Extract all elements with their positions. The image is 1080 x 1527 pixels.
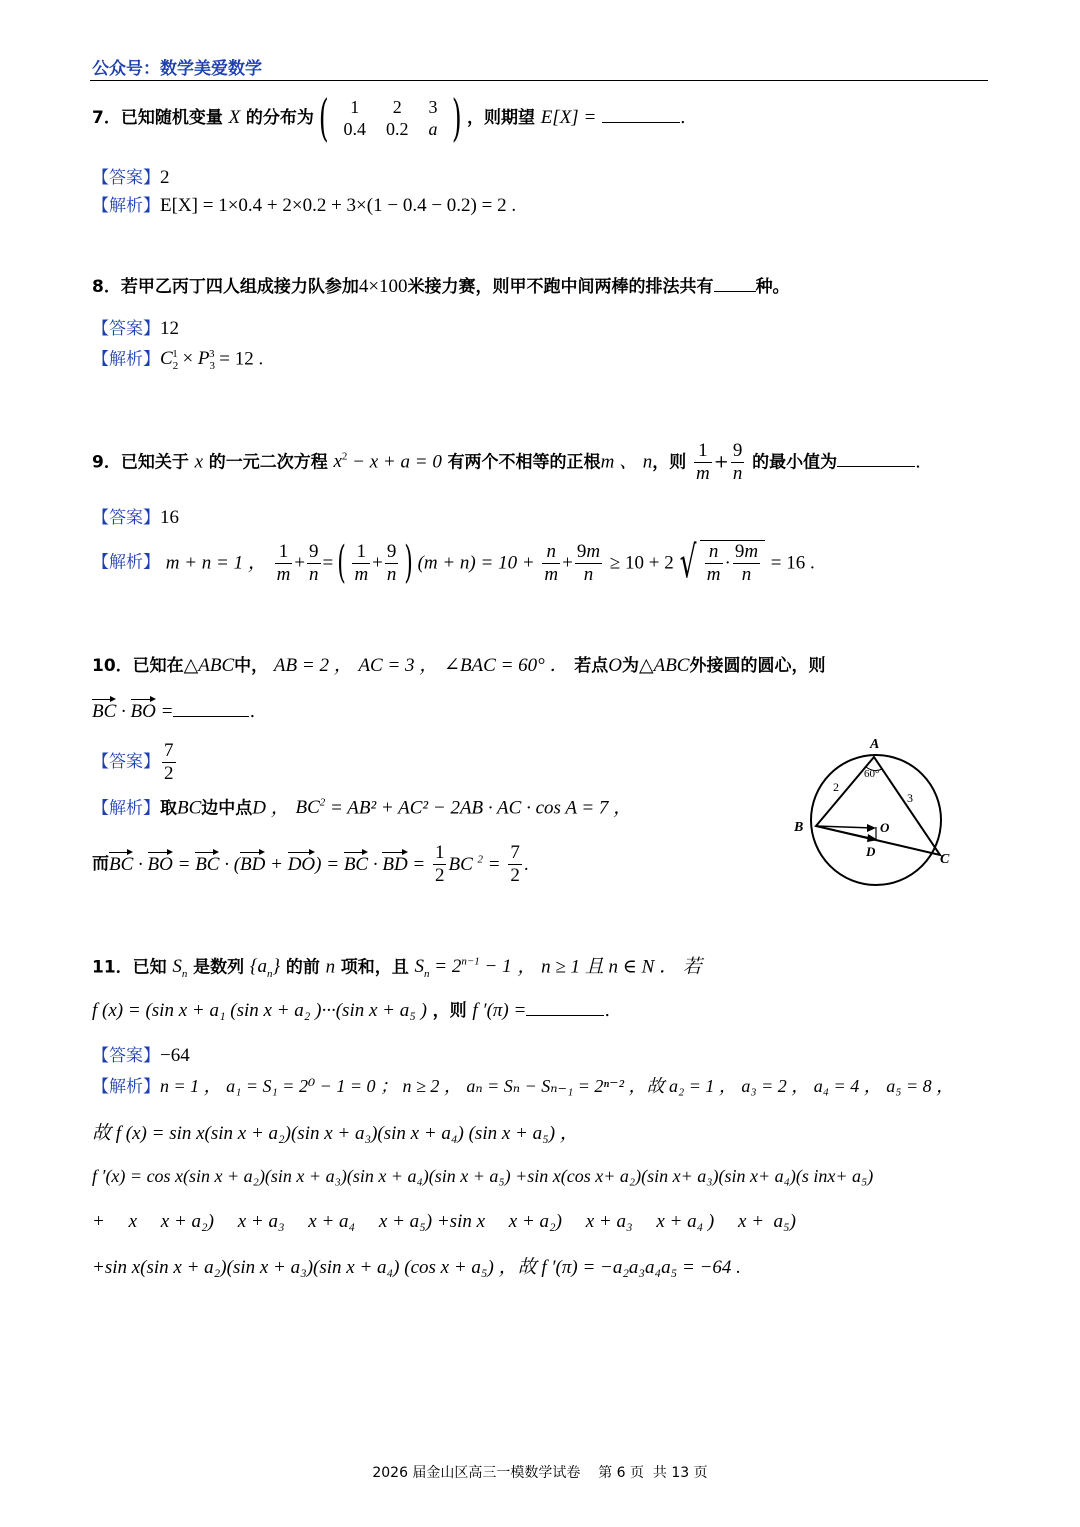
q11-analysis-3: f ′(x) = cos x(sin x + a₂)(sin x + a₃)(sin x + a₄)(sin x + a₅) +sin x(cos x+ a₂)(sin x+ a₃)(sin x+ a₄)(s inx+ a₅)	[92, 1166, 874, 1186]
q10-stem: 10．已知在△ABC中， AB = 2 ， AC = 3 ， ∠BAC = 60° ． 若点O为△ABC外接圆的圆心，则	[92, 655, 826, 676]
q10-answer-blank	[173, 716, 249, 717]
arrow-bo	[867, 824, 876, 832]
q11-analysis-4: + x x + a₂) x + a₃ x + a₄ x + a₅) +sin x x + a₂) x + a₃ x + a₄ ) x + a₅)	[92, 1211, 796, 1232]
q10-circumcircle-figure	[790, 735, 960, 890]
q9-answer: 【答案】16	[92, 507, 179, 528]
header-title: 公众号：数学美爱数学	[92, 59, 262, 79]
q11-analysis-5: +sin x(sin x + a₂)(sin x + a₃)(sin x + a₄) (cos x + a₅) ，故 f ′(π) = −a₂a₃a₄a₅ = −64 .	[92, 1257, 741, 1278]
q8-answer-blank	[714, 291, 756, 292]
q10-analysis: 【解析】取BC边中点D ， $BC^2 = AB^2 + AC^2 - 2AB$ · AC · cos A = 7 ，	[92, 797, 633, 819]
page-footer: 2026 届金山区高三一模数学试卷 第 6 页 共 13 页	[372, 1465, 708, 1481]
q9-answer-blank	[837, 466, 915, 467]
q10-stem-2: BC · BO = .	[92, 701, 256, 722]
q11-analysis-2: 故 f (x) = sin x(sin x + a₂)(sin x + a₃)(sin x + a₄) (sin x + a₅) ，	[92, 1123, 579, 1144]
q8-stem: 8．若甲乙丙丁四人组成接力队参加4×100米接力赛，则甲不跑中间两棒的排法共有 种。	[92, 276, 790, 297]
q11-answer-blank	[526, 1015, 604, 1016]
header-rule	[90, 80, 988, 81]
q7-analysis: 【解析】E[X] = 1×0.4 + 2×0.2 + 3×(1 − 0.4 − 0.2) = 2 .	[92, 195, 517, 216]
q8-analysis: 【解析】$C_2^1 \times P_3^3 = 12$ .	[92, 348, 264, 373]
q7-stem: 7．已知随机变量 X 的分布为( 1 2 3 0.4 0.2 a ) ，则期望 E[X] = .	[92, 89, 686, 147]
q8-answer: 【答案】12	[92, 318, 179, 339]
label-a: A	[870, 737, 880, 752]
label-c: C	[940, 852, 950, 867]
q11-stem-2: f (x) = (sin x + a₁ (sin x + a₂ )···(sin x + a₅ ) ，则 f ′(π) = .	[92, 1000, 611, 1021]
label-angle: 60°	[864, 768, 880, 780]
label-d: D	[866, 844, 876, 859]
q10-analysis-2: 而BC · BO = BC · (BD + DO) = BC · BD = $\frac{1}{2}$ BC $^2$ = $\frac{7}{2}$ .	[92, 842, 529, 886]
q7-number: 7．	[92, 108, 121, 128]
label-o: O	[880, 820, 890, 835]
label-ab: 2	[833, 780, 839, 794]
label-b: B	[794, 820, 804, 835]
q11-analysis-1: 【解析】n = 1 ， a₁ = S₁ = 2⁰ − 1 = 0 ； n ≥ 2 ， aₙ = Sₙ − Sₙ₋₁ = 2ⁿ⁻² ，故 a₂ = 1 ， a₃ = 2 ， a₄ = 4 ， a₅ = 8 ，	[92, 1076, 955, 1097]
q9-stem: 9．已知关于 x 的一元二次方程 $x^2 - x + a = 0$ 有两个不相等的正根m 、 n，则 $\frac{1}{m}$ + $\frac{9}{n}$ 的最小值为 .	[92, 440, 921, 484]
q11-stem: 11．已知 $S_n$ 是数列 $\{a_n\}$ 的前 n 项和，且 $S_n = 2^{n-1} - 1$ ， n ≥ 1 且 n ∈ N ． 若	[92, 956, 702, 981]
q10-answer: 【答案】 $\frac{7}{2}$	[92, 740, 174, 784]
label-ac: 3	[907, 791, 913, 805]
q11-answer: 【答案】−64	[92, 1045, 190, 1066]
q9-analysis: 【解析】 m + n = 1 ， $\frac{1}{m}$ + $\frac{9}{n}$ =( $\frac{1}{m}$ + $\frac{9}{n}$ ) (m + n) = 10 + $\frac{n}{m}$ + $\frac{9m}{n}$ ≥ 10 + 2 √ $\frac{n}{m}$ · $\frac{9m}{n}$ = 16 .	[92, 537, 815, 588]
q7-answer: 【答案】2	[92, 167, 170, 188]
q7-answer-blank	[602, 122, 680, 123]
q7-distribution-matrix: 1 2 3 0.4 0.2 a	[343, 97, 438, 139]
